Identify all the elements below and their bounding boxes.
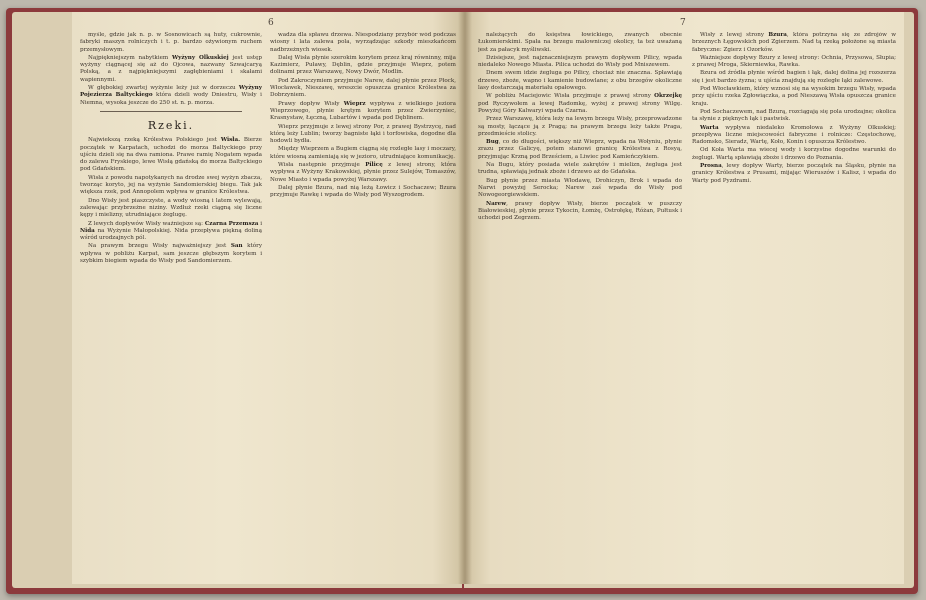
paragraph: Warta wypływa niedaleko Kromołowa z Wyżyny Olkuskiej; przepływa liczne miejscowości fabryczne i rolnicze: Częstochowę, Radomsko, Sieradz, Wartę, Koło, Konin i opuszcza Królestwo. bbox=[692, 124, 896, 146]
bold-term: Okrzejkę bbox=[654, 93, 682, 100]
paragraph: Dnem swem idzie żegluga po Pilicy, chociaż nie znaczna. Spławiają drzewo, zboże, wapno i kamienie budowlane; z obu brzegów okoliczne lasy dostarczają materiału opałowego. bbox=[478, 70, 682, 92]
paragraph: Najpiękniejszym nabytkiem Wyżyny Olkuskiej jest ustęp wyżyny ciągnącej się aż do Ojcowa, nazwany Szwajcaryą Polską, a z najpiękniejszymi zagłębieniami i skałami wapiennymi. bbox=[80, 54, 262, 83]
paragraph: W głębokiej zwartej wyżynie leży już w dorzeczu Wyżyny Pojezierza Baltyckiego która dzieli wody Dniestru, Wisły i Niemna, wysoka jeszcze do 250 st. n. p. morza. bbox=[80, 85, 262, 106]
paragraph: Dzisiejsze, jest najznaczniejszym prawym dopływem Pilicy, wpada niedaleko Nowego Miasta. Pilica uchodzi do Wisły pod Mniszewem. bbox=[478, 54, 682, 69]
paragraph: Wisła następnie przyjmuje Pilicę z lewej strony, która wypływa z Wyżyny Krakowskiej, płynie przez Sulejów, Tomaszów, Nowe Miasto i wpada powyżej Warszawy. bbox=[270, 162, 456, 183]
bold-term: Bug bbox=[486, 139, 499, 146]
paragraph: Na prawym brzegu Wisły najważniejszy jest San który wpływa w pobliżu Karpat, sam jeszcze głębszym korytem i szybkim biegiem wpada do Wisły pod Sandomierzem. bbox=[80, 243, 262, 265]
paragraph: myśle, gdzie jak n. p. w Sosnowicach są huty, cukrownie, fabryki maszyn rolniczych i t. p. bardzo ożywionym ruchem przemysłowym. bbox=[80, 32, 262, 53]
right-page bbox=[464, 12, 904, 584]
left-page-column-1 bbox=[80, 32, 262, 580]
book-gutter-shadow bbox=[458, 12, 472, 584]
paragraph: Narew, prawy dopływ Wisły, bierze początek w puszczy Białowieskiej, płynie przez Tykocin, Łomżę, Ostrołękę, Różan, Pułtusk i uchodzi pod Zegrzem. bbox=[478, 200, 682, 222]
paragraph: Ważniejsze dopływy Bzury z lewej strony: Ochnia, Przysowa, Słupia; z prawej Mroga, Skierniewka, Rawka. bbox=[692, 54, 896, 69]
right-page-column-1 bbox=[478, 32, 682, 580]
paragraph: Od Koła Warta ma wiecej wody i korzystne dogodne warunki do żeglugi. Wartą spławiają zboże i drzewo do Poznania. bbox=[692, 147, 896, 161]
paragraph: Pod Włocławkiem, który wznosi się na wysokim brzegu Wisły, wpada przy ujściu rzeka Zgłowiączka, a pod Nieszawą Wisła opuszcza granice kraju. bbox=[692, 86, 896, 107]
bold-term: Warta bbox=[700, 124, 719, 131]
bold-term: Nida bbox=[80, 227, 95, 234]
paragraph: Z lewych dopływów Wisły ważniejsze są: Czarna Przemsza i Nida na Wyżynie Małopolskiej. Nida przepływa piękną doliną wśród urodzajnych pól. bbox=[80, 220, 262, 242]
bold-term: Wisła. bbox=[220, 137, 241, 144]
bold-term: Narew bbox=[486, 200, 507, 207]
bold-term: Wyżyny Pojezierza Baltyckiego bbox=[80, 85, 262, 99]
paragraph: Na Bugu, który posiada wiele zakrętów i mielizn, żegluga jest trudna, spławiają jednak zboże i drzewo aż do Gdańska. bbox=[478, 162, 682, 176]
bold-term: Wieprz bbox=[343, 100, 366, 107]
paragraph: Bug płynie przez miasta Włodawę, Drohiczyn, Brok i wpada do Narwi powyżej Serocka; Narew zaś wpada do Wisły pod Nowogeorgiewskiem. bbox=[478, 177, 682, 199]
paragraph: Pod Sochaczewem, nad Bzurą, rozciągają się pola urodzajne; okolica ta słynie z pięknych łąk i pastwisk. bbox=[692, 108, 896, 123]
paragraph: Bzura od źródła płynie wśród bagien i łąk, dalej dolina jej rozszerza się i jest bardzo żyzna; u ujścia znajdują się rozległe łąki zalewowe. bbox=[692, 70, 896, 84]
bold-term: Czarna Przemsza bbox=[204, 220, 259, 227]
left-page-column-2 bbox=[270, 32, 456, 580]
section-title: Rzeki. bbox=[147, 118, 195, 132]
paragraph: Dalej płynie Bzura, nad nią leżą Łowicz i Sochaczew; Bzura przyjmuje Rawkę i wpada do Wisły pod Wyszogrodem. bbox=[270, 184, 456, 199]
divider bbox=[100, 111, 242, 112]
paragraph: Między Wieprzem a Bugiem ciągną się rozległe lasy i moczary, które wiosną zamieniają się w jezioro, utrudniające komunikację. bbox=[270, 146, 456, 160]
paragraph: wadza dla spławu drzewa. Niespodziany przybór wód podczas wiosny i lata zalewa pola, wyrządzając szkody mieszkańcom nadbrzeżnych wiosek. bbox=[270, 32, 456, 53]
paragraph: W pobliżu Maciejowic Wisła przyjmuje z prawej strony Okrzejkę pod Ryczywołem a lewej Radomkę, wyżej z prawej strony Wilgę. Powyżej Góry Kalwaryi wpada Czarna. bbox=[478, 93, 682, 114]
left-page bbox=[72, 12, 464, 584]
paragraph: Bug, co do długości, większy niż Wieprz, wpada na Wołyniu, płynie zrazu przez Galicyę, potem stanowi granicę Królestwa z Rosyą, przyjmując Krzną pod Brześciem, a Liwiec pod Kamieńczykiem. bbox=[478, 139, 682, 160]
page-number-right: 7 bbox=[680, 18, 686, 28]
paragraph: Prawy dopływ Wisły Wieprz wypływa z wielkiego jeziora Wieprzowego, płynie krętym korytem przez Zwierzyniec, Krasnystaw, Łęczną, Lubartów i wpada pod Dęblinem. bbox=[270, 100, 456, 122]
paragraph: Wisła z powodu napotykanych na drodze swej wyżyn zbacza, tworząc koryto, jej na wyżynie Sandomierskiej biegu. Tak jak większa rzek, pod Annopolem wpływa w granice Królestwa. bbox=[80, 174, 262, 196]
paragraph: Pod Zakroczymiem przyjmuje Narew, dalej płynie przez Płock, Włocławek, Nieszawę, wreszcie opuszcza granice Królestwa za Dobrzyniem. bbox=[270, 77, 456, 99]
right-page-column-2 bbox=[692, 32, 896, 580]
bold-term: Bzura bbox=[768, 32, 787, 38]
bold-term: Wyżyny Olkuskiej bbox=[171, 54, 229, 61]
paragraph: Dno Wisły jest piaszczyste, a wody wiosną i latem wylewają, zalewając przybrzeżne niziny. Wzdłuż rzeki ciągną się liczne kępy i mielizny, utrudniające żeglugę. bbox=[80, 197, 262, 219]
page-number-left: 6 bbox=[268, 18, 274, 28]
bold-term: Prosna bbox=[700, 163, 722, 170]
paragraph: Dalej Wisła płynie szerokim korytem przez kraj równinny, mija Kazimierz, Puławy, Dęblin, gdzie przyjmuje Wieprz, potem dolinami przez Warszawę, Nowy Dwór, Modlin. bbox=[270, 54, 456, 76]
paragraph: Prosna, lewy dopływ Warty, bierze początek na Śląsku, płynie na granicy Królestwa z Prusami, mijając Wieruszów i Kalisz, i wpada do Warty pod Pyzdrami. bbox=[692, 163, 896, 184]
paragraph: należących do księstwa łowickiego, zwanych obecnie Łukomierskimi. Spała na brzegu malowniczej okolicy, ta też uważaną jest za pałacyk myśliwski. bbox=[478, 32, 682, 53]
paragraph: Wieprz przyjmuje z lewej strony Por, z prawej Bystrzycę, nad którą leży Lublin; tworzy bagniste łąki i torfowiska, dogodne dla hodowli bydła. bbox=[270, 123, 456, 145]
bold-term: San bbox=[230, 243, 243, 250]
paragraph: Wisły z lewej strony Bzura, która potrzyna się ze zdrojów w brzeznych Łęgowskich pod Zgierzem. Nad tą rzeką położone są miasta fabryczne: Zgierz i Ozorków. bbox=[692, 32, 896, 53]
paragraph: Najwiekszą rzeką Królestwa Polskiego jest Wisła. Bierze początek w Karpatach, uchodzi do morza Baltyckiego przy ujściu dzieli się na dwa ramiona. Prawe ramię Nogatem wpada do zalewu Fryskiego, lewe Wisłą gdańską do morza Baltyckiego pod Gdańskiem. bbox=[80, 137, 262, 173]
paragraph: Przez Warszawę, która leży na lewym brzegu Wisły, przeprowadzone są mosty, łączące ją z Pragą; na prawym brzegu leży także Praga, przedmieście stolicy. bbox=[478, 116, 682, 137]
bold-term: Pilicę bbox=[365, 162, 383, 169]
